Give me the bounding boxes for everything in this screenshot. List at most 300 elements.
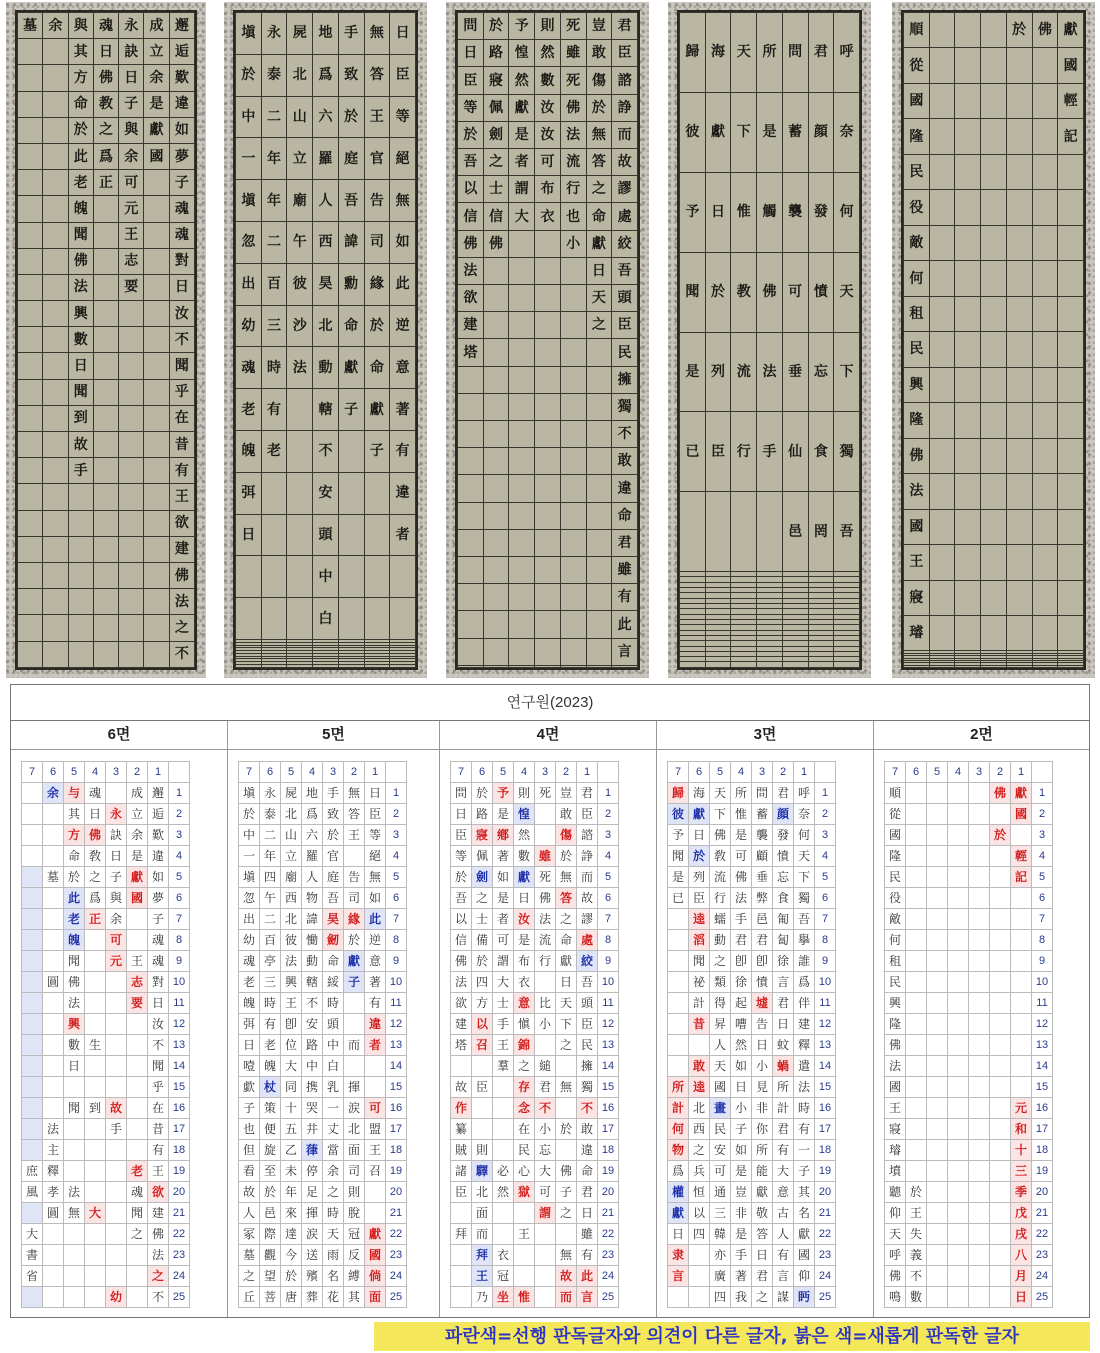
character-cell: [948, 1182, 969, 1203]
panel-face-4: [440, 721, 657, 1317]
character-cell: 葎: [302, 1140, 323, 1161]
row-number: 19: [815, 1161, 836, 1182]
character-cell: 錦: [514, 1035, 535, 1056]
rubbing-character: [981, 580, 1007, 615]
character-cell: [85, 1161, 106, 1182]
character-cell: 雖: [535, 846, 556, 867]
rubbing-character: [144, 589, 169, 615]
character-cell: 法: [451, 972, 472, 993]
character-cell: 汝: [148, 1014, 169, 1035]
character-cell: 役: [885, 888, 906, 909]
rubbing-character: 爲: [313, 54, 339, 96]
rubbing-character: [1032, 367, 1058, 402]
rubbing-character: [981, 154, 1007, 189]
panel-header: 4면: [440, 721, 656, 750]
character-cell: [472, 1098, 493, 1119]
character-cell: 彼: [281, 930, 302, 951]
rubbing-character: 子: [364, 430, 390, 472]
character-cell: [85, 1287, 106, 1308]
character-cell: [365, 1056, 386, 1077]
rubbing-character: 聞: [68, 379, 93, 405]
character-cell: [948, 1119, 969, 1140]
character-cell: [948, 930, 969, 951]
character-cell: 日: [451, 804, 472, 825]
rubbing-character: 敢: [612, 448, 638, 475]
character-cell: [85, 1266, 106, 1287]
character-cell: 泰: [260, 804, 281, 825]
character-cell: 風: [22, 1182, 43, 1203]
character-cell: [948, 951, 969, 972]
character-cell: 有: [794, 1119, 815, 1140]
rubbing-character: [560, 285, 586, 312]
row-number: 7: [1032, 909, 1053, 930]
character-cell: [514, 1266, 535, 1287]
character-cell: 違: [577, 1140, 598, 1161]
character-cell: 獻: [365, 1224, 386, 1245]
character-cell: [64, 1161, 85, 1182]
rubbing-character: [261, 556, 287, 598]
character-cell: 敢: [577, 1119, 598, 1140]
rubbing-character: [43, 536, 68, 562]
character-cell: [127, 1077, 148, 1098]
character-cell: 憤: [773, 846, 794, 867]
rubbing-character: 劍: [483, 121, 509, 148]
rubbing-character: [1032, 665, 1058, 667]
rubbing-character: [1006, 509, 1032, 544]
character-cell: 君: [577, 1182, 598, 1203]
row-number: 24: [386, 1266, 407, 1287]
row-number: 7: [169, 909, 190, 930]
character-cell: [906, 867, 927, 888]
character-cell: [948, 1161, 969, 1182]
rubbing-character: [287, 598, 313, 640]
character-cell: 四: [260, 867, 281, 888]
rubbing-character: [43, 327, 68, 353]
rubbing-character: 有: [612, 584, 638, 611]
rubbing-character: [535, 339, 561, 366]
character-cell: [22, 825, 43, 846]
rubbing-face-6: [6, 2, 206, 678]
rubbing-character: [458, 502, 484, 529]
rubbing-character: 忽: [236, 221, 262, 263]
character-cell: 著: [365, 972, 386, 993]
character-cell: 弊: [752, 888, 773, 909]
rubbing-character: 汝: [535, 121, 561, 148]
character-cell: 此: [64, 888, 85, 909]
character-cell: 然: [731, 1035, 752, 1056]
rubbing-character: 弭: [236, 472, 262, 514]
rubbing-character: [586, 529, 612, 556]
rubbing-character: [929, 403, 955, 438]
character-cell: 人: [302, 867, 323, 888]
legend-note: 파란색=선행 판독글자와 의견이 다른 글자, 붉은 색=새롭게 판독한 글자: [374, 1322, 1090, 1351]
character-cell: [451, 1266, 472, 1287]
rubbing-character: 問: [458, 13, 484, 40]
rubbing-character: 食: [808, 412, 834, 492]
rubbing-character: [509, 529, 535, 556]
character-cell: 邂: [148, 783, 169, 804]
rubbing-character: 欲: [458, 285, 484, 312]
character-cell: 者: [493, 909, 514, 930]
rubbing-character: [43, 222, 68, 248]
character-cell: 命: [323, 951, 344, 972]
character-cell: [535, 1035, 556, 1056]
character-cell: 謬: [577, 909, 598, 930]
rubbing-character: [509, 584, 535, 611]
rubbing-character: 獨: [834, 412, 860, 492]
character-cell: 魂: [239, 951, 260, 972]
character-cell: 爲: [85, 888, 106, 909]
character-cell: 其: [64, 804, 85, 825]
rubbing-character: 志: [119, 248, 144, 274]
character-cell: 蝸: [773, 1056, 794, 1077]
rubbing-character: [144, 536, 169, 562]
rubbing-character: [586, 448, 612, 475]
rubbing-character: [586, 393, 612, 420]
character-cell: [948, 888, 969, 909]
rubbing-character: 不: [169, 641, 194, 668]
character-cell: 拜: [451, 1224, 472, 1245]
rubbing-character: [1006, 261, 1032, 296]
character-cell: 省: [22, 1266, 43, 1287]
rubbing-character: 列: [705, 332, 731, 412]
character-cell: 手: [323, 783, 344, 804]
character-cell: 魄: [239, 993, 260, 1014]
rubbing-character: 告: [364, 180, 390, 222]
character-cell: 塔: [451, 1035, 472, 1056]
character-cell: 此: [577, 1266, 598, 1287]
rubbing-character: [93, 301, 118, 327]
rubbing-character: 然: [509, 67, 535, 94]
character-cell: 立: [127, 804, 148, 825]
character-cell: 子: [239, 1098, 260, 1119]
character-cell: 丈: [323, 1119, 344, 1140]
character-cell: 意: [365, 951, 386, 972]
character-cell: [906, 804, 927, 825]
rubbing-character: [458, 584, 484, 611]
rubbing-character: [1032, 154, 1058, 189]
character-cell: 絕: [365, 846, 386, 867]
character-cell: 幼: [106, 1287, 127, 1308]
character-cell: 轄: [302, 972, 323, 993]
character-cell: 在: [148, 1098, 169, 1119]
character-cell: 墟: [752, 993, 773, 1014]
character-cell: 魂: [148, 930, 169, 951]
character-cell: [969, 993, 990, 1014]
character-cell: 答: [344, 804, 365, 825]
character-cell: [22, 804, 43, 825]
rubbing-character: 幼: [236, 305, 262, 347]
rubbing-character: 有: [169, 458, 194, 484]
character-cell: [127, 1245, 148, 1266]
rubbing-character: [1058, 261, 1084, 296]
rubbing-character: [364, 664, 390, 667]
rubbing-character: [1006, 83, 1032, 118]
character-cell: 獻: [344, 951, 365, 972]
rubbing-character: 手: [338, 13, 364, 55]
rubbing-character: 臣: [458, 67, 484, 94]
rubbing-character: [287, 556, 313, 598]
rubbing-character: [705, 492, 731, 572]
rubbing-character: [144, 170, 169, 196]
character-cell: [493, 1119, 514, 1140]
rubbing-character: [43, 379, 68, 405]
character-cell: [43, 951, 64, 972]
row-number: 7: [815, 909, 836, 930]
character-cell: 魂: [85, 783, 106, 804]
character-cell: [106, 1224, 127, 1245]
character-cell: 佛: [556, 1161, 577, 1182]
character-cell: 記: [1011, 867, 1032, 888]
character-cell: [906, 951, 927, 972]
character-cell: [1011, 951, 1032, 972]
rubbing-character: 日: [458, 40, 484, 67]
character-cell: 大: [22, 1224, 43, 1245]
rubbing-character: 汝: [169, 301, 194, 327]
character-cell: [668, 1014, 689, 1035]
rubbing-character: [535, 611, 561, 638]
rubbing-character: 佛: [483, 230, 509, 257]
row-number: 20: [169, 1182, 190, 1203]
row-number: 21: [598, 1203, 619, 1224]
transcription-grid: [884, 761, 1053, 1308]
character-cell: [990, 1119, 1011, 1140]
row-number: 4: [815, 846, 836, 867]
character-cell: 興: [64, 1014, 85, 1035]
character-cell: 與: [106, 888, 127, 909]
character-cell: 三: [260, 972, 281, 993]
character-cell: 從: [885, 804, 906, 825]
rubbing-character: [560, 448, 586, 475]
character-cell: [927, 888, 948, 909]
character-cell: 古: [773, 1203, 794, 1224]
rubbing-character: [535, 285, 561, 312]
character-cell: 可: [731, 846, 752, 867]
rubbing-grid: [235, 12, 416, 668]
character-cell: 老: [127, 1161, 148, 1182]
rubbing-character: [560, 638, 586, 665]
character-cell: 携: [302, 1077, 323, 1098]
character-cell: 名: [323, 1266, 344, 1287]
character-cell: 傷: [556, 825, 577, 846]
character-cell: 必: [493, 1161, 514, 1182]
character-cell: 如: [148, 867, 169, 888]
character-cell: [556, 1056, 577, 1077]
rubbing-character: 與: [68, 13, 93, 39]
character-cell: 歎: [148, 825, 169, 846]
character-cell: 豈: [556, 783, 577, 804]
rubbing-character: 老: [68, 170, 93, 196]
row-number: 20: [598, 1182, 619, 1203]
character-cell: 如: [493, 867, 514, 888]
character-cell: 戌: [1011, 1224, 1032, 1245]
character-cell: 故: [106, 1098, 127, 1119]
rubbing-character: [68, 615, 93, 641]
rubbing-character: 命: [68, 91, 93, 117]
rubbing-character: [782, 662, 808, 668]
character-cell: [906, 1014, 927, 1035]
character-cell: 失: [906, 1224, 927, 1245]
character-cell: 司: [344, 1161, 365, 1182]
character-cell: 手: [106, 1119, 127, 1140]
character-cell: 大: [773, 1161, 794, 1182]
rubbing-character: 北: [313, 305, 339, 347]
character-cell: 予: [493, 783, 514, 804]
rubbing-character: [535, 475, 561, 502]
character-cell: 余: [323, 1161, 344, 1182]
character-cell: [22, 783, 43, 804]
rubbing-character: [1058, 580, 1084, 615]
character-cell: 然: [493, 1182, 514, 1203]
character-cell: 海: [689, 783, 710, 804]
rubbing-character: [483, 557, 509, 584]
character-cell: 子: [148, 909, 169, 930]
character-cell: 已: [668, 888, 689, 909]
rubbing-character: 老: [261, 430, 287, 472]
character-cell: 等: [365, 825, 386, 846]
corner-cell: [815, 762, 836, 783]
character-cell: 小: [731, 1098, 752, 1119]
character-cell: 惟: [731, 804, 752, 825]
character-cell: 民: [885, 972, 906, 993]
rubbing-character: [1058, 296, 1084, 331]
character-cell: 流: [535, 930, 556, 951]
rubbing-character: 觸: [757, 172, 783, 252]
character-cell: 民: [577, 1035, 598, 1056]
character-cell: 則: [514, 783, 535, 804]
character-cell: 爲: [794, 972, 815, 993]
character-cell: [990, 804, 1011, 825]
column-number: 1: [148, 762, 169, 783]
rubbing-character: [144, 615, 169, 641]
row-number: 20: [386, 1182, 407, 1203]
rubbing-character: 庭: [338, 138, 364, 180]
character-cell: 有: [773, 1140, 794, 1161]
rubbing-character: [43, 301, 68, 327]
character-cell: 民: [885, 867, 906, 888]
rubbing-character: [18, 196, 43, 222]
rubbing-character: [93, 379, 118, 405]
character-cell: [668, 951, 689, 972]
character-cell: 拜: [472, 1245, 493, 1266]
character-cell: 是: [514, 930, 535, 951]
character-cell: 豈: [731, 1182, 752, 1203]
row-number: 17: [598, 1119, 619, 1140]
rubbing-character: 流: [560, 149, 586, 176]
row-number: 2: [169, 804, 190, 825]
character-cell: 出: [239, 909, 260, 930]
rubbing-character: 勳: [338, 263, 364, 305]
rubbing-character: [929, 665, 955, 667]
character-cell: [535, 1287, 556, 1308]
rubbing-character: [560, 557, 586, 584]
character-cell: 諱: [302, 909, 323, 930]
rubbing-character: 罔: [808, 492, 834, 572]
rubbing-character: [1006, 119, 1032, 154]
character-cell: 可: [535, 1182, 556, 1203]
character-cell: 王: [365, 1140, 386, 1161]
rubbing-character: 山: [287, 96, 313, 138]
character-cell: [365, 1182, 386, 1203]
character-cell: [990, 1014, 1011, 1035]
character-cell: 子: [556, 1182, 577, 1203]
character-cell: [927, 783, 948, 804]
character-cell: 蠕: [710, 909, 731, 930]
character-cell: [64, 1119, 85, 1140]
character-cell: 違: [148, 846, 169, 867]
character-cell: 非: [752, 1098, 773, 1119]
rubbing-character: [93, 222, 118, 248]
character-cell: [990, 1182, 1011, 1203]
column-number: 2: [773, 762, 794, 783]
character-cell: 庶: [22, 1161, 43, 1182]
rubbing-character: 命: [586, 203, 612, 230]
rubbing-character: [483, 611, 509, 638]
rubbing-character: [955, 119, 981, 154]
character-cell: 未: [281, 1161, 302, 1182]
character-cell: 王: [493, 1035, 514, 1056]
row-number: 2: [598, 804, 619, 825]
character-cell: [927, 1182, 948, 1203]
row-number: 17: [1032, 1119, 1053, 1140]
character-cell: 四: [689, 1224, 710, 1245]
rubbing-character: 王: [169, 484, 194, 510]
character-cell: 際: [260, 1224, 281, 1245]
character-cell: 以: [472, 1014, 493, 1035]
rubbing-character: [119, 562, 144, 588]
character-cell: [43, 825, 64, 846]
character-cell: 佛: [731, 867, 752, 888]
rubbing-character: 於: [68, 117, 93, 143]
character-cell: 所: [668, 1077, 689, 1098]
character-cell: [969, 1182, 990, 1203]
character-cell: 言: [668, 1266, 689, 1287]
character-cell: 倘: [365, 1266, 386, 1287]
character-cell: [948, 1014, 969, 1035]
row-number: 8: [598, 930, 619, 951]
character-cell: 獄: [514, 1182, 535, 1203]
character-cell: 以: [689, 1203, 710, 1224]
rubbing-character: 命: [364, 347, 390, 389]
character-cell: [927, 1140, 948, 1161]
character-cell: 慟: [302, 930, 323, 951]
character-cell: [990, 1245, 1011, 1266]
character-cell: 子: [794, 1161, 815, 1182]
rubbing-character: [93, 458, 118, 484]
rubbing-character: [955, 580, 981, 615]
character-cell: 井: [302, 1119, 323, 1140]
rubbing-character: 獻: [144, 117, 169, 143]
character-cell: 法: [64, 1182, 85, 1203]
character-cell: 停: [302, 1161, 323, 1182]
rubbing-character: [18, 301, 43, 327]
rubbing-grid: [457, 12, 638, 668]
rubbing-character: [1006, 367, 1032, 402]
character-cell: [969, 951, 990, 972]
character-cell: 意: [514, 993, 535, 1014]
character-cell: 戊: [1011, 1203, 1032, 1224]
character-cell: [451, 1287, 472, 1308]
character-cell: 滔: [689, 930, 710, 951]
rubbing-character: [261, 514, 287, 556]
character-cell: [927, 825, 948, 846]
rubbing-character: 佛: [904, 438, 930, 473]
character-cell: 花: [323, 1287, 344, 1308]
character-cell: [948, 993, 969, 1014]
character-cell: 西: [281, 888, 302, 909]
row-number: 17: [386, 1119, 407, 1140]
rubbing-character: 命: [612, 502, 638, 529]
